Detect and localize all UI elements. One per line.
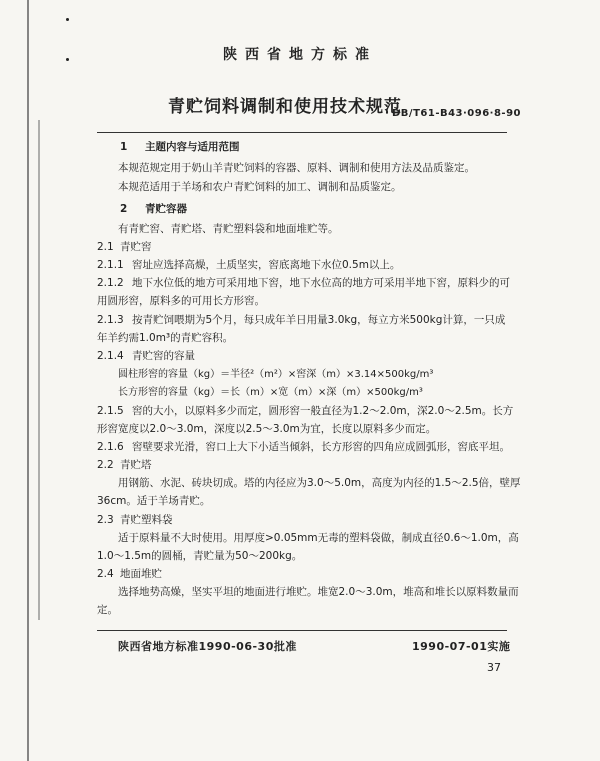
section-1-heading: 主题内容与适用范围 xyxy=(145,141,240,153)
clause-text-cont: 形窖宽度以2.0～3.0m，深度以2.5～3.0m为宜，长度以原料多少而定。 xyxy=(97,423,437,435)
document-code: DB/T61-B43·096·8-90 xyxy=(392,108,521,119)
document-title: 青贮饲料调制和使用技术规范 xyxy=(168,97,402,117)
clause-title: 青贮塑料袋 xyxy=(120,514,173,526)
section-1-number: 1 xyxy=(120,141,128,153)
clause-number: 2.1 xyxy=(97,241,114,253)
standard-type-header: 陕西省地方标准 xyxy=(223,47,377,63)
section-1-para-1: 本规范规定用于奶山羊青贮饲料的容器、原料、调制和使用方法及品质鉴定。 xyxy=(118,162,475,174)
binding-mark xyxy=(27,0,29,761)
clause-text-cont: 定。 xyxy=(97,604,118,616)
clause-text: 地下水位低的地方可采用地下窖，地下水位高的地方可采用半地下窖，原料少的可 xyxy=(132,277,510,289)
header-divider xyxy=(97,132,507,133)
implementation-date: 1990-07-01实施 xyxy=(412,640,511,653)
clause-text-cont: 1.0～1.5m的圆桶，青贮量为50～200kg。 xyxy=(97,550,303,562)
page-number: 37 xyxy=(487,661,501,674)
clause-number: 2.1.3 xyxy=(97,314,124,326)
clause-text: 选择地势高燥，坚实平坦的地面进行堆贮。堆宽2.0～3.0m，堆高和堆长以原料数量而 xyxy=(118,586,519,598)
clause-text: 窖址应选择高燥，土质坚实，窖底离地下水位0.5m以上。 xyxy=(132,259,401,271)
clause-number: 2.2 xyxy=(97,459,114,471)
clause-text-cont: 用圆形窖，原料多的可用长方形窖。 xyxy=(97,295,265,307)
clause-text: 按青贮饲喂期为5个月，每只成年羊日用量3.0kg，每立方米500kg计算，一只成 xyxy=(132,314,506,326)
binding-mark xyxy=(66,18,69,21)
clause-title: 青贮窖 xyxy=(120,241,152,253)
section-1-para-2: 本规范适用于羊场和农户青贮饲料的加工、调制和品质鉴定。 xyxy=(118,181,402,193)
clause-number: 2.1.1 xyxy=(97,259,124,271)
clause-title: 青贮塔 xyxy=(120,459,152,471)
clause-number: 2.1.6 xyxy=(97,441,124,453)
footer-divider xyxy=(97,630,507,631)
clause-title: 地面堆贮 xyxy=(120,568,162,580)
approval-date: 陕西省地方标准1990-06-30批准 xyxy=(118,640,297,653)
clause-number: 2.4 xyxy=(97,568,114,580)
clause-text-cont: 36cm。适于羊场青贮。 xyxy=(97,495,211,507)
clause-number: 2.1.5 xyxy=(97,405,124,417)
clause-text-cont: 年羊约需1.0m³的青贮容积。 xyxy=(97,332,234,344)
clause-title: 青贮窖的容量 xyxy=(132,350,195,362)
clause-text: 适于原料量不大时使用。用厚度>0.05mm无毒的塑料袋做，制成直径0.6～1.0m，高 xyxy=(118,532,519,544)
formula-rectangular: 长方形窖的容量（kg）＝长（m）×宽（m）×深（m）×500kg/m³ xyxy=(118,387,423,398)
clause-text: 窖的大小，以原料多少而定，圆形窖一般直径为1.2～2.0m，深2.0～2.5m。长方 xyxy=(132,405,514,417)
section-2-number: 2 xyxy=(120,203,128,215)
clause-number: 2.1.4 xyxy=(97,350,124,362)
clause-text: 窖壁要求光滑，窖口上大下小适当倾斜，长方形窖的四角应成圆弧形，窖底平坦。 xyxy=(132,441,510,453)
clause-text: 用钢筋、水泥、砖块切成。塔的内径应为3.0～5.0m，高度为内径的1.5～2.5倍，壁厚 xyxy=(118,477,521,489)
section-2-intro: 有青贮窖、青贮塔、青贮塑料袋和地面堆贮等。 xyxy=(118,223,339,235)
section-2-heading: 青贮容器 xyxy=(145,203,187,215)
clause-number: 2.3 xyxy=(97,514,114,526)
clause-number: 2.1.2 xyxy=(97,277,124,289)
formula-cylinder: 圆柱形窖的容量（kg）＝半径²（m²）×窖深（m）×3.14×500kg/m³ xyxy=(118,369,434,380)
binding-mark xyxy=(38,120,40,620)
